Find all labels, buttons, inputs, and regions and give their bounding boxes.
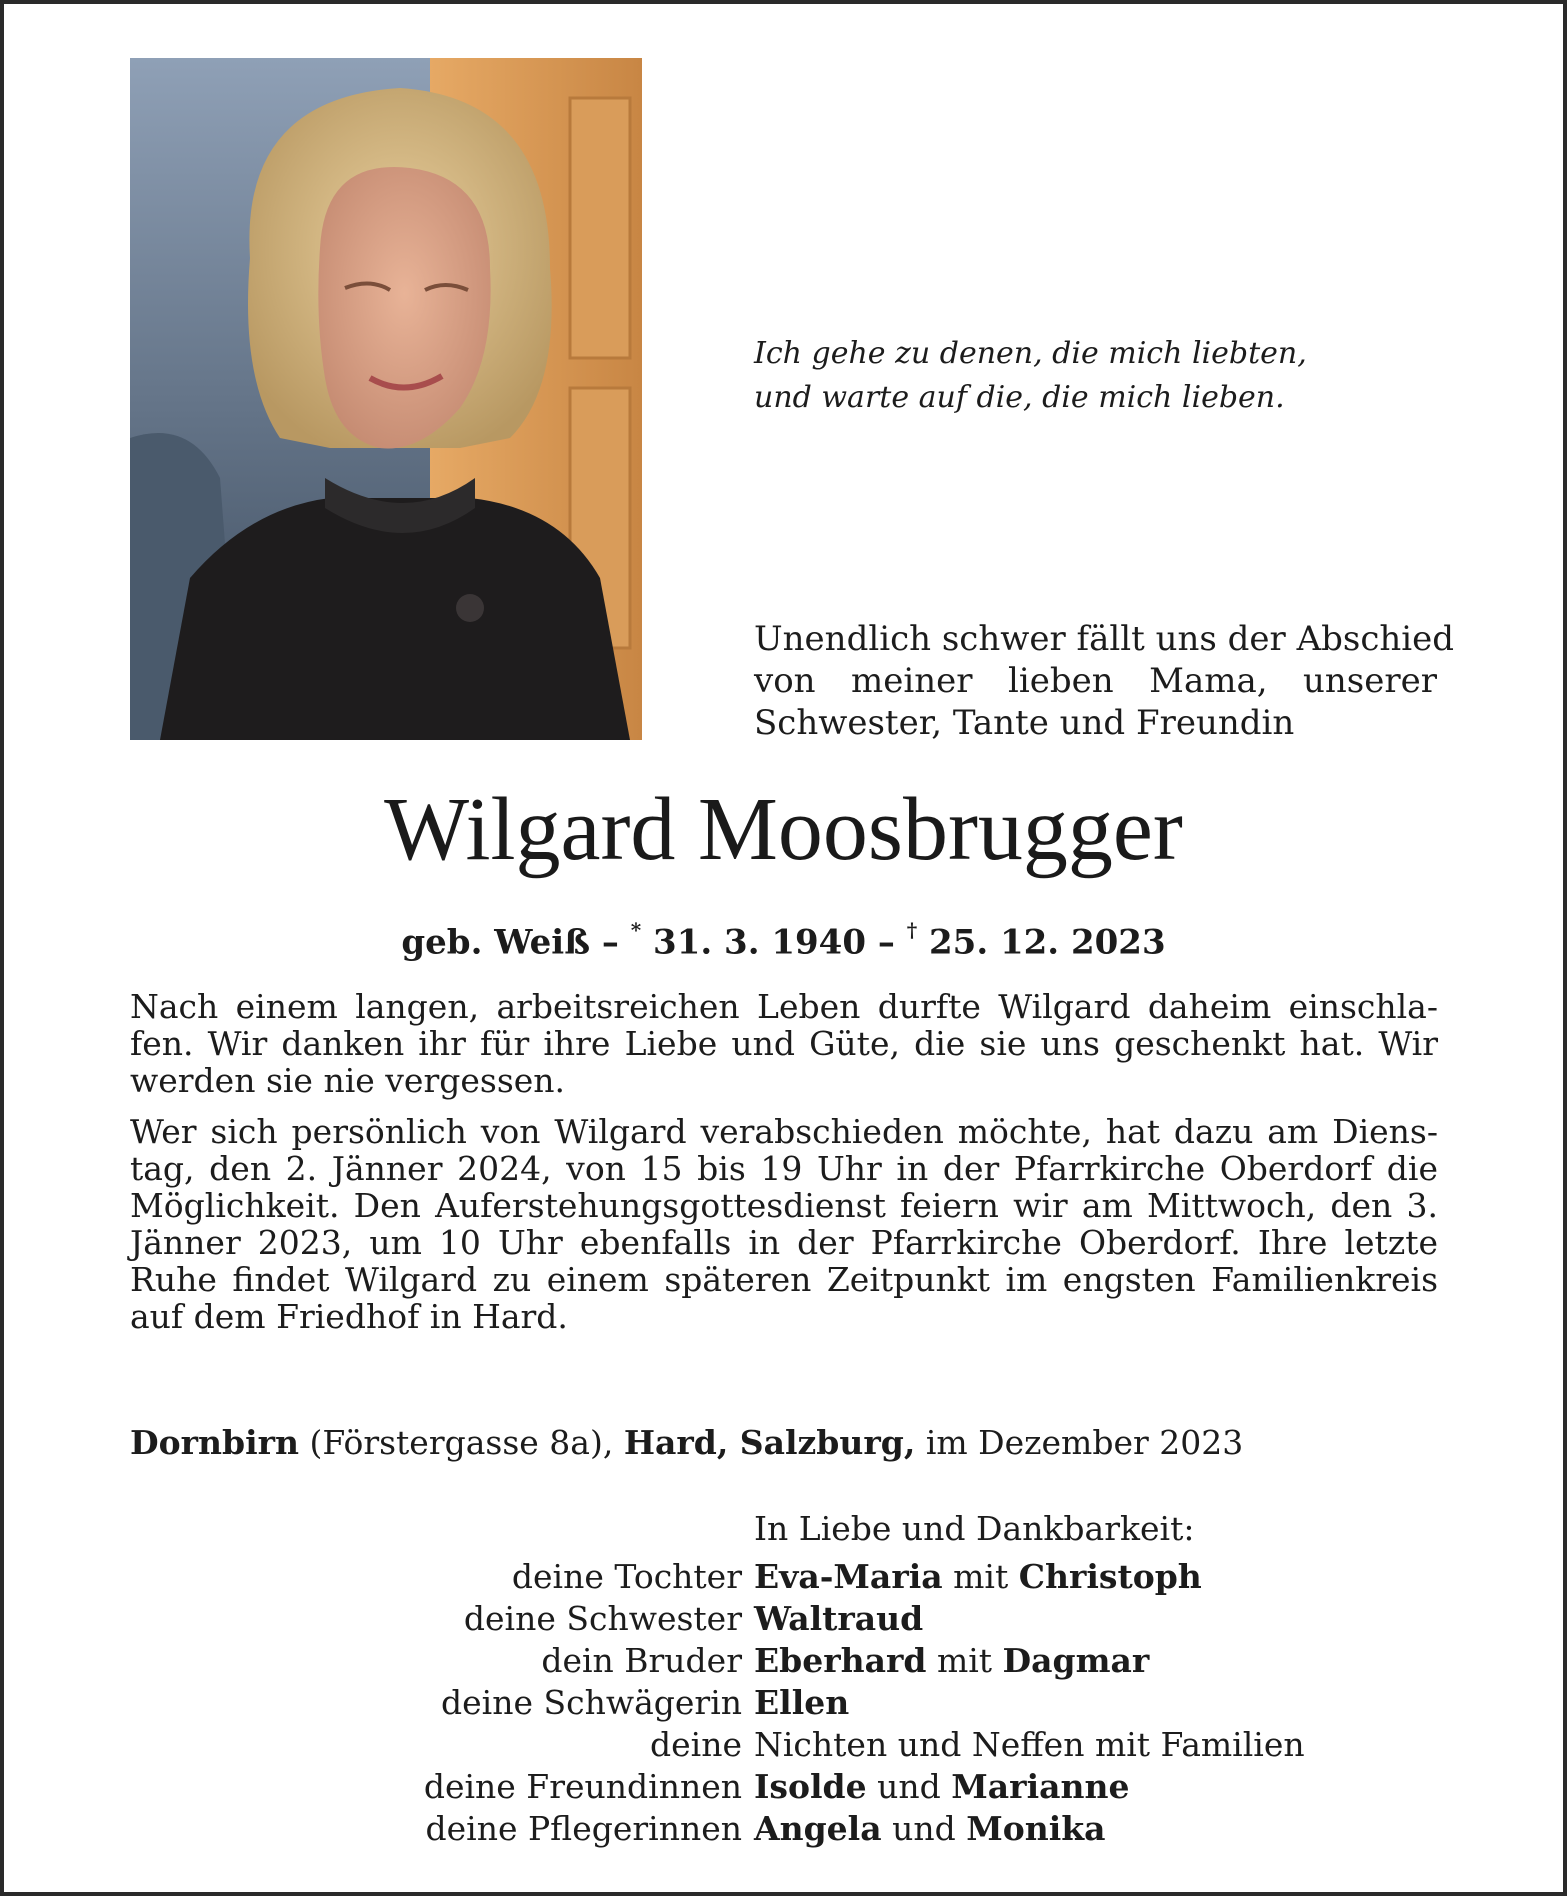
family-name-1: Angela bbox=[754, 1809, 882, 1848]
death-date: 25. 12. 2023 bbox=[929, 922, 1166, 963]
obituary-body bbox=[130, 988, 1438, 1349]
body-paragraph-2: Wer sich persönlich von Wilgard verabschieden möchte, hat dazu am Diens-tag, den 2. Jänner 2024, von 15 bis 19 Uhr in der Pfarrkirche Oberdorf die Möglichkeit. Den Auferstehungsgottesdienst feiern wir am Mittwoch, den 3. Jänner 2023, um 10 Uhr ebenfalls in der Pfarrkirche Oberdorf. Ihre letzte Ruhe findet Wilgard zu einem späteren Zeitpunkt im engsten Familienkreis auf dem Friedhof in Hard. bbox=[130, 1112, 1438, 1336]
family-name-1: Ellen bbox=[754, 1683, 850, 1722]
portrait-photo bbox=[130, 58, 642, 740]
family-relation: deine Pflegerinnen bbox=[425, 1809, 742, 1848]
family-joiner: und bbox=[866, 1767, 952, 1806]
body-paragraph-1: Nach einem langen, arbeitsreichen Leben durfte Wilgard daheim einschla-fen. Wir danken ihr für ihre Liebe und Güte, die sie uns geschenkt hat. Wir werden sie nie vergessen. bbox=[130, 987, 1438, 1100]
family-joiner: und bbox=[881, 1809, 967, 1848]
family-names bbox=[754, 1598, 923, 1640]
family-joiner: mit bbox=[942, 1557, 1019, 1596]
family-row bbox=[130, 1808, 1490, 1850]
place-city-1: Dornbirn bbox=[130, 1423, 299, 1462]
family-name-1: Eberhard bbox=[754, 1641, 927, 1680]
family-row bbox=[130, 1640, 1490, 1682]
family-name-1: Isolde bbox=[754, 1767, 867, 1806]
family-list bbox=[130, 1556, 1490, 1850]
family-name-1: Waltraud bbox=[754, 1599, 924, 1638]
memorial-quote bbox=[754, 332, 1474, 420]
family-joiner: mit bbox=[926, 1641, 1003, 1680]
family-joiner: Nichten und Neffen mit Familien bbox=[754, 1725, 1305, 1764]
family-relation: deine bbox=[650, 1725, 742, 1764]
intro-line-2: von meiner lieben Mama, unserer bbox=[754, 661, 1437, 701]
life-dates bbox=[0, 912, 1567, 964]
dash-1: – bbox=[601, 922, 619, 963]
family-relation: deine Schwägerin bbox=[441, 1683, 742, 1722]
family-relation: dein Bruder bbox=[541, 1641, 742, 1680]
intro-line-3: Schwester, Tante und Freundin bbox=[754, 703, 1295, 743]
closing-line: In Liebe und Dankbarkeit: bbox=[754, 1509, 1195, 1548]
death-symbol: † bbox=[906, 918, 918, 942]
family-row bbox=[130, 1766, 1490, 1808]
family-row bbox=[130, 1556, 1490, 1598]
place-date: im Dezember 2023 bbox=[915, 1423, 1244, 1462]
intro-line-1: Unendlich schwer fällt uns der Abschied bbox=[754, 619, 1455, 659]
portrait-image bbox=[130, 58, 642, 740]
quote-line-1: Ich gehe zu denen, die mich liebten, bbox=[754, 336, 1307, 371]
family-names bbox=[754, 1682, 849, 1724]
family-names bbox=[754, 1640, 1149, 1682]
family-names bbox=[754, 1808, 1106, 1850]
family-row bbox=[130, 1682, 1490, 1724]
family-name-2: Marianne bbox=[951, 1767, 1130, 1806]
place-date-line bbox=[130, 1422, 1450, 1464]
deceased-name: Wilgard Moosbrugger bbox=[384, 780, 1183, 879]
intro-text bbox=[754, 618, 1455, 744]
family-names bbox=[754, 1766, 1129, 1808]
family-relation: deine Schwester bbox=[463, 1599, 742, 1638]
family-name-2: Monika bbox=[966, 1809, 1106, 1848]
family-row bbox=[130, 1724, 1490, 1766]
family-row bbox=[130, 1598, 1490, 1640]
family-name-2: Dagmar bbox=[1002, 1641, 1150, 1680]
dash-2: – bbox=[877, 922, 895, 963]
place-city-2: Hard, Salzburg, bbox=[623, 1423, 916, 1462]
birth-name: geb. Weiß bbox=[401, 922, 591, 963]
birth-symbol: * bbox=[630, 918, 642, 942]
family-name-1: Eva-Maria bbox=[754, 1557, 943, 1596]
birth-date: 31. 3. 1940 bbox=[653, 922, 866, 963]
place-address: (Förstergasse 8a), bbox=[299, 1423, 624, 1462]
quote-line-2: und warte auf die, die mich lieben. bbox=[754, 380, 1285, 415]
family-names bbox=[754, 1556, 1202, 1598]
family-relation: deine Tochter bbox=[511, 1557, 742, 1596]
family-name-2: Christoph bbox=[1018, 1557, 1202, 1596]
family-names bbox=[754, 1724, 1305, 1766]
family-relation: deine Freundinnen bbox=[423, 1767, 742, 1806]
